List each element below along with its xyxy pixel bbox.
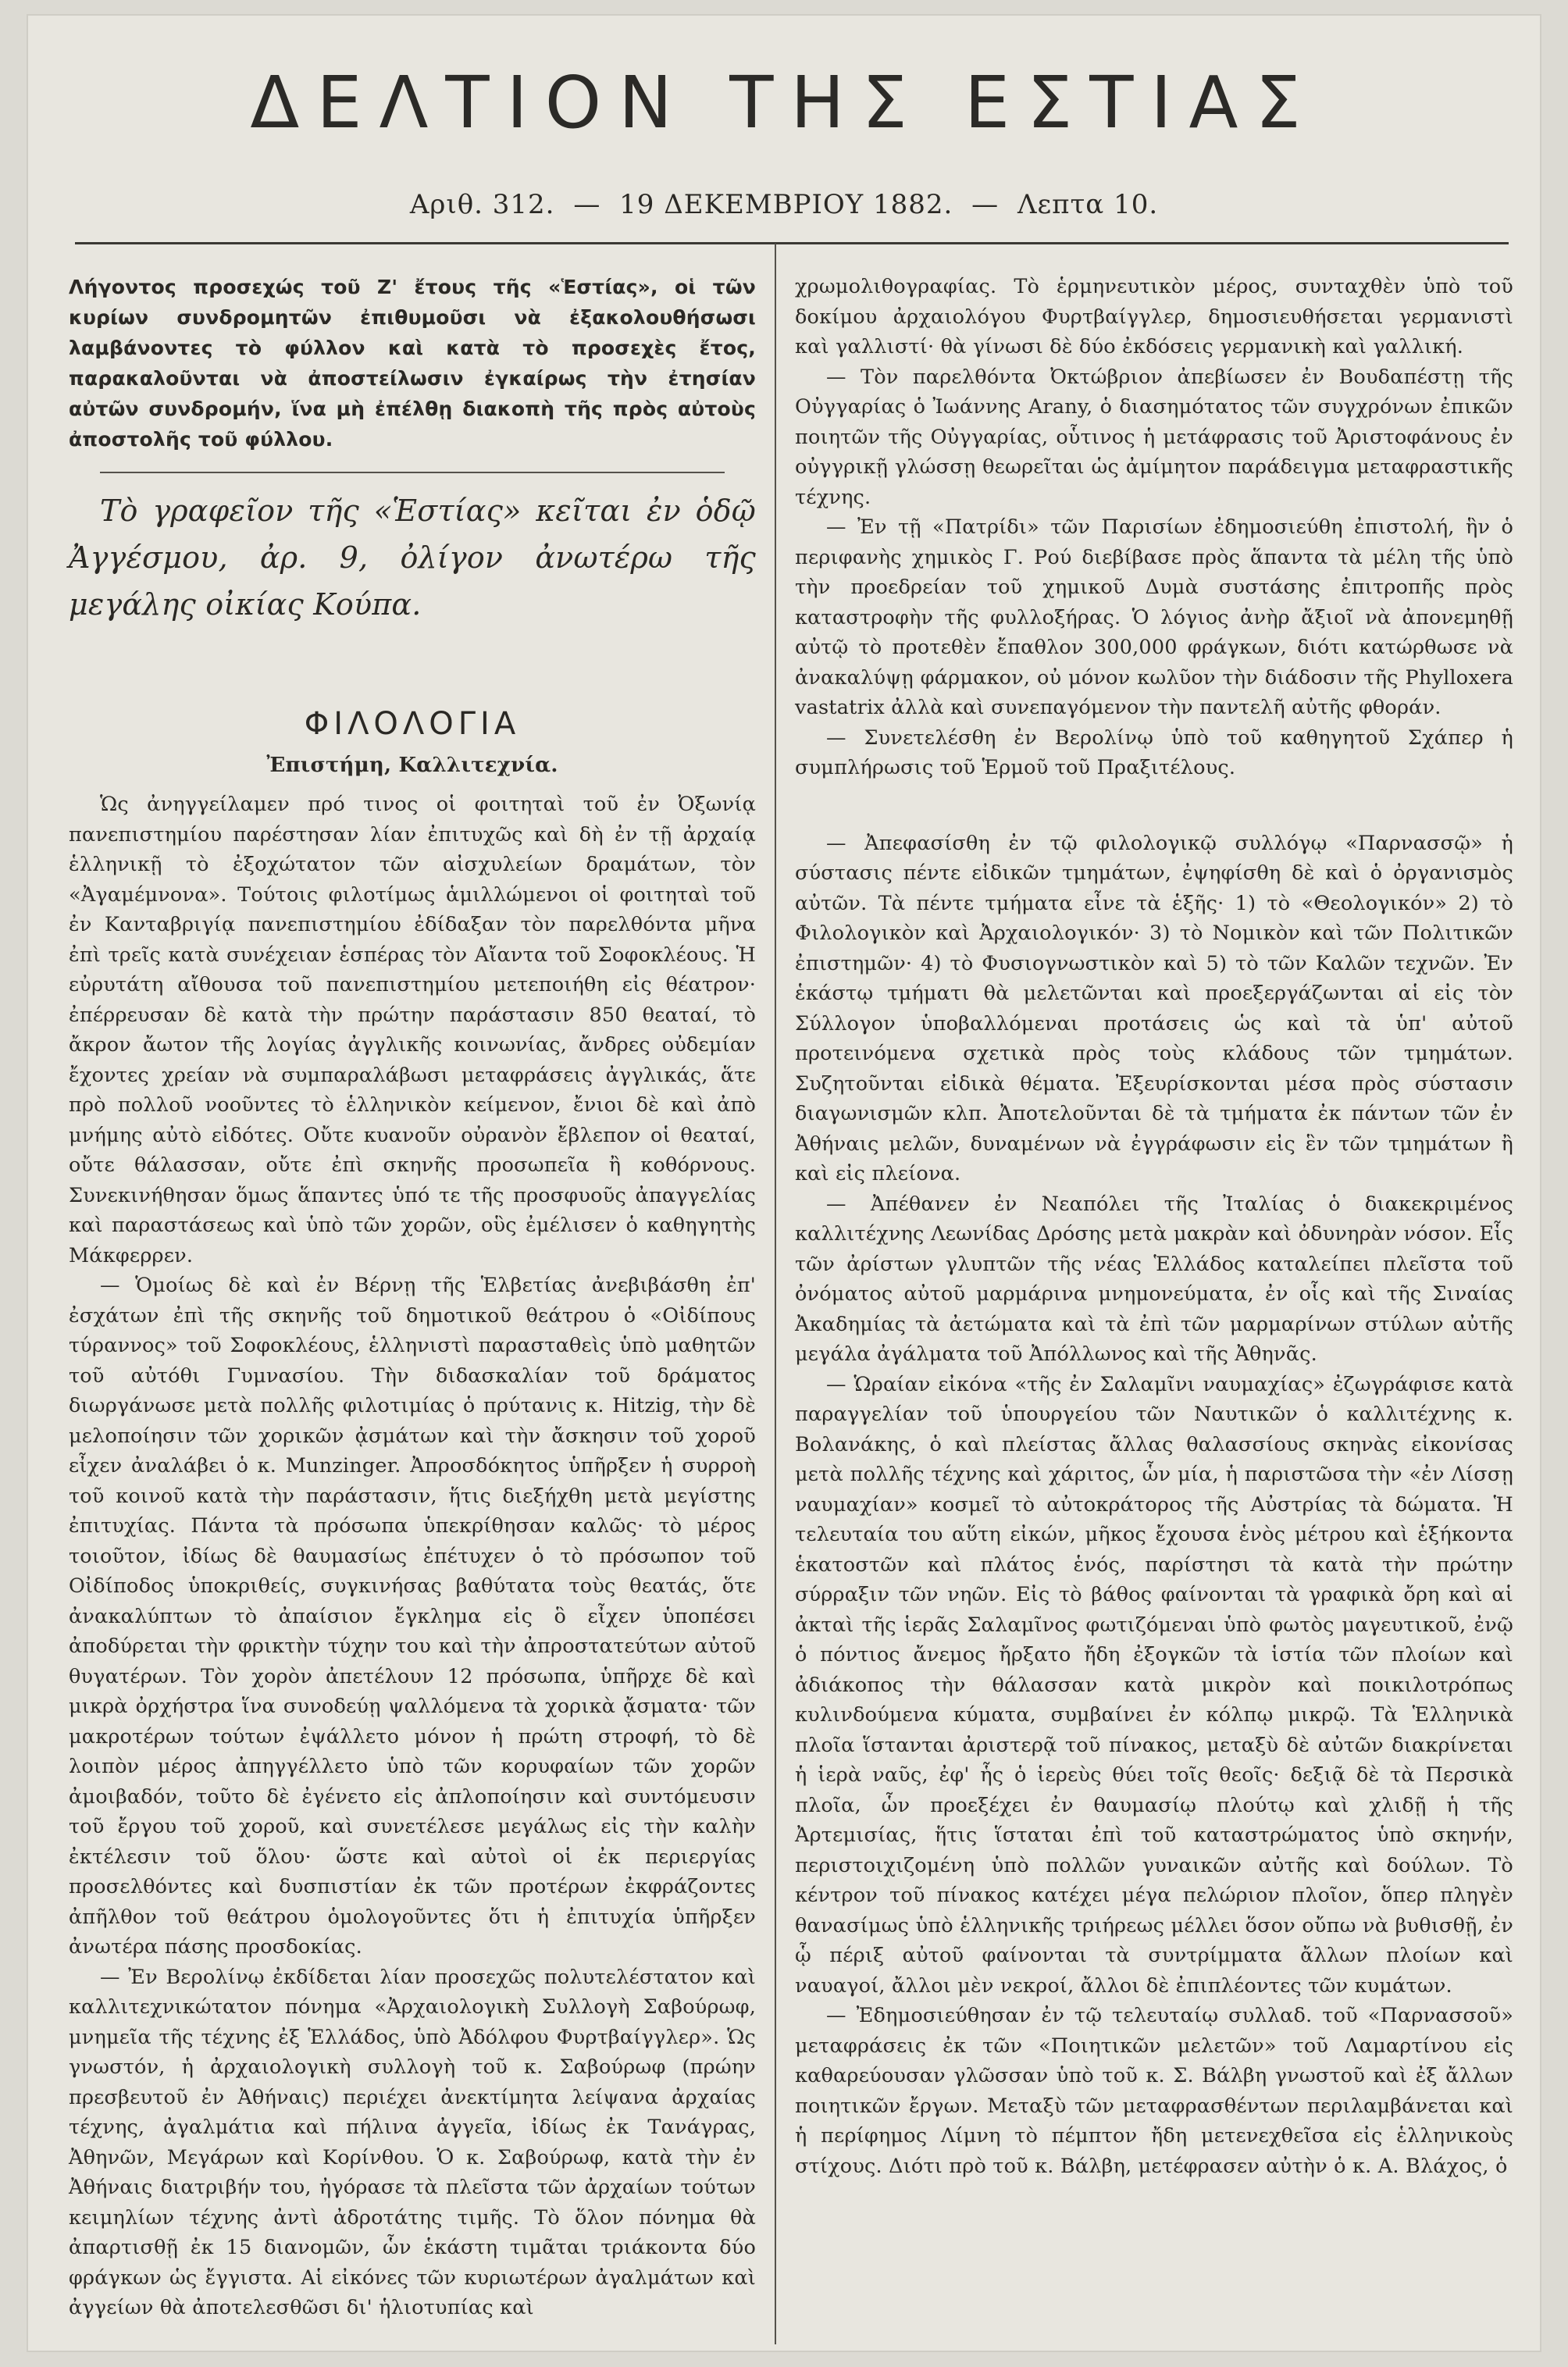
newspaper-page (28, 16, 1540, 2351)
article-paragraph: — Ὡραίαν εἰκόνα «τῆς ἐν Σαλαμῖνι ναυμαχίας» ἐζωγράφισε κατὰ παραγγελίαν τοῦ ὑπουργείου τῶν Ναυτικῶν ὁ καλλιτέχνης κ. Βολανάκης, ὁ καὶ πλείστας ἄλλας θαλασσίους σκηνὰς εἰκονίσας μετὰ πολλῆς τέχνης καὶ χάριτος, ὧν μία, ἡ παριστῶσα τὴν «ἐν Λίσσῃ ναυμαχίαν» κοσμεῖ τὸ αὐτοκράτορος τῆς Αὐστρίας τὰ δώματα. Ἡ τελευταία του αὕτη εἰκών, μῆκος ἔχουσα ἑνὸς μέτρου καὶ ἑξήκοντα ἑκατοστῶν καὶ πλάτος ἑνός, παρίστησι τὰ κατὰ τὴν πρώτην σύρραξιν τῶν νηῶν. Εἰς τὸ βάθος φαίνονται τὰ γραφικὰ ὄρη καὶ αἱ ἀκταὶ τῆς ἱερᾶς Σαλαμῖνος φωτιζόμεναι ὑπὸ φωτὸς μαγευτικοῦ, ἐνῷ ὁ πόντιος ἄνεμος ἤρξατο ἤδη ἐξογκῶν τὰ ἱστία τῶν πλοίων καὶ ἀδιάκοπος τὴν θάλασσαν κατὰ μικρὸν καὶ ποικιλοτρόπως κυλινδούμενα κύματα, συμβαίνει ἐν κόλπῳ μικρῷ. Τὰ Ἑλληνικὰ πλοῖα ἵστανται ἀριστερᾷ τοῦ πίνακος, μεταξὺ δὲ αὐτῶν διακρίνεται ἡ ἱερὰ ναῦς, ἐφ' ἧς ὁ ἱερεὺς θύει τοῖς θεοῖς· δεξιᾷ δὲ τὰ Περσικὰ πλοῖα, ὧν προεξέχει ἐν θαυμασίῳ πλούτῳ καὶ χλιδῇ ἡ τῆς Ἀρτεμισίας, ἥτις ἵσταται ἐπὶ τοῦ καταστρώματος ὑπὸ σκηνήν, περιστοιχιζομένη ὑπὸ πολλῶν γυναικῶν αὐτῆς καὶ δούλων. Τὸ κέντρον τοῦ πίνακος κατέχει μέγα πελώριον πλοῖον, ὅπερ πληγὲν θανασίμως ὑπὸ ἑλληνικῆς τριήρεως μέλλει ὅσον οὔπω νὰ βυθισθῇ, ἐν ᾧ πέριξ αὐτοῦ φαίνονται τὰ συντρίμματα ἄλλων πλοίων καὶ ναυαγοί, ἄλλοι μὲν νεκροί, ἄλλοι δὲ ἐπιπλέοντες τῶν κυμάτων. (795, 1372, 1513, 1998)
article-paragraph: — Συνετελέσθη ἐν Βερολίνῳ ὑπὸ τοῦ καθηγητοῦ Σχάπερ ἡ συμπλήρωσις τοῦ Ἑρμοῦ τοῦ Πραξιτέλους. (795, 725, 1513, 779)
masthead-title: ΔΕΛΤΙΟΝ ΤΗΣ ΕΣΤΙΑΣ (250, 61, 1318, 144)
section-subhead: Ἐπιστήμη, Καλλιτεχνία. (266, 753, 558, 777)
article-paragraph: — Ἀπέθανεν ἐν Νεαπόλει τῆς Ἰταλίας ὁ διακεκριμένος καλλιτέχνης Λεωνίδας Δρόσης μετὰ μακρὰν καὶ ὀδυνηρὰν νόσον. Εἷς τῶν ἀρίστων γλυπτῶν τῆς νέας Ἑλλάδος καταλείπει πλεῖστα τοῦ ὀνόματος αὐτοῦ μαρμάρινα μνημονεύματα, ἐν οἷς καὶ τῆς Σιναίας Ἀκαδημίας τὰ ἀετώματα καὶ τὰ ἐπὶ τῶν μαρμαρίνων στύλων αὐτῆς μεγάλα ἀγάλματα τοῦ Ἀπόλλωνος καὶ τῆς Ἀθηνᾶς. (795, 1192, 1513, 1366)
article-paragraph: — Ἀπεφασίσθη ἐν τῷ φιλολογικῷ συλλόγῳ «Παρνασσῷ» ἡ σύστασις πέντε εἰδικῶν τμημάτων, ἐψηφίσθη δὲ καὶ ὁ ὀργανισμὸς αὐτῶν. Τὰ πέντε τμήματα εἶνε τὰ ἑξῆς· 1) τὸ «Θεολογικόν» 2) τὸ Φιλολογικὸν καὶ Ἀρχαιολογικόν· 3) τὸ Νομικὸν καὶ τῶν Πολιτικῶν ἐπιστημῶν· 4) τὸ Φυσιογνωστικὸν καὶ 5) τὸ τῶν Καλῶν τεχνῶν. Ἐν ἑκάστῳ τμήματι θὰ μελετῶνται καὶ προεξεργάζωνται αἱ εἰς τὸν Σύλλογον ὑποβαλλόμεναι προτάσεις ὡς καὶ τὰ ὑπ' αὐτοῦ προτεινόμενα σχετικὰ πρὸς τοὺς κλάδους τῶν τμημάτων. Συζητοῦνται εἰδικὰ θέματα. Ἐξευρίσκονται μέσα πρὸς σύστασιν διαγωνισμῶν κλπ. Ἀποτελοῦνται δὲ τὰ τμήματα ἐκ πάντων τῶν ἐν Ἀθήναις μελῶν, δυναμένων νὰ ἐγγράφωσιν εἰς ἓν τῶν τμημάτων ἢ καὶ εἰς πλείονα. (795, 831, 1513, 1185)
issue-line (28, 189, 1540, 220)
issue-separator: — (573, 189, 601, 220)
article-paragraph: χρωμολιθογραφίας. Τὸ ἑρμηνευτικὸν μέρος, συνταχθὲν ὑπὸ τοῦ δοκίμου ἀρχαιολόγου Φυρτβαίγγλερ, δημοσιευθήσεται γερμανιστὶ καὶ γαλλιστί· θὰ γίνωσι δὲ δύο ἐκδόσεις γερμανικὴ καὶ γαλλική. (795, 275, 1513, 358)
article-paragraph: — Τὸν παρελθόντα Ὀκτώβριον ἀπεβίωσεν ἐν Βουδαπέστῃ τῆς Οὐγγαρίας ὁ Ἰωάννης Arany, ὁ διασημότατος τῶν συγχρόνων ἐπικῶν ποιητῶν τῆς Οὐγγαρίας, οὗτινος ἡ μετάφρασις τοῦ Ἀριστοφάνους ἐν οὐγγρικῇ γλώσσῃ θεωρεῖται ὡς ἀμίμητον παράδειγμα μεταφραστικῆς τέχνης. (795, 365, 1513, 509)
subscription-notice: Λήγοντος προσεχώς τοῦ Ζ' ἔτους τῆς «Ἑστίας», οἱ τῶν κυρίων συνδρομητῶν ἐπιθυμοῦσι νὰ ἐξακολουθήσωσι λαμβάνοντες τὸ φύλλον καὶ κατὰ τὸ προσεχὲς ἔτος, παρακαλοῦνται νὰ ἀποστείλωσιν ἐγκαίρως τὴν ἐτησίαν αὐτῶν συνδρομήν, ἵνα μὴ ἐπέλθῃ διακοπὴ τῆς πρὸς αὐτοὺς ἀποστολῆς τοῦ φύλλου. (69, 276, 756, 451)
right-column (795, 272, 1513, 2181)
issue-number: Αριθ. 312. (409, 189, 555, 220)
issue-separator: — (971, 189, 1000, 220)
article-paragraph: — Ἐν τῇ «Πατρίδι» τῶν Παρισίων ἐδημοσιεύθη ἐπιστολή, ἣν ὁ περιφανὴς χημικὸς Γ. Ρού διεβίβασε πρὸς ἅπαντα τὰ μέλη τῆς ὑπὸ τὴν προεδρείαν τοῦ χημικοῦ Δυμὰ συστάσης ἐπιτροπῆς πρὸς καταστροφὴν τῆς φυλλοξήρας. Ὁ λόγιος ἀνὴρ ἄξιοῖ νὰ ἀπονεμηθῇ αὐτῷ τὸ προτεθὲν ἔπαθλον 300,000 φράγκων, διότι κατώρθωσε νὰ ἀνακαλύψῃ φάρμακον, οὐ μόνον κωλῦον τὴν διάδοσιν τῆς Phylloxera vastatrix ἀλλὰ καὶ συνεπαγόμενον τὴν παντελῆ αὐτῆς φθοράν. (795, 515, 1513, 719)
issue-date: 19 ΔΕΚΕΜΒΡΙΟΥ 1882. (619, 189, 953, 220)
article-paragraph: Ὡς ἀνηγγείλαμεν πρό τινος οἱ φοιτηταὶ τοῦ ἐν Ὀξωνίᾳ πανεπιστημίου παρέστησαν λίαν ἐπιτυχῶς καὶ δὴ ἐν τῇ ἀρχαίᾳ ἑλληνικῇ τὸ ἐξοχώτατον τῶν αἰσχυλείων δραμάτων, τὸν «Ἀγαμέμνονα». Τούτοις φιλοτίμως ἁμιλλώμενοι οἱ φοιτηταὶ τοῦ ἐν Κανταβριγίᾳ πανεπιστημίου ἐδίδαξαν τὸν παρελθόντα μῆνα ἐπὶ τρεῖς κατὰ συνέχειαν ἑσπέρας τὸν Αἴαντα τοῦ Σοφοκλέους. Ἡ εὐρυτάτη αἴθουσα τοῦ πανεπιστημίου μετεποιήθη εἰς θέατρον· ἐπέρρευσαν δὲ κατὰ τὴν πρώτην παράστασιν 850 θεαταί, τὸ ἄκρον ἄωτον τῆς λογίας ἀγγλικῆς κοινωνίας, ἄνδρες οὐδεμίαν ἔχοντες χρείαν νὰ συμπαραλάβωσι μεταφράσεις ἀγγλικάς, ἅτε πρὸ πολλοῦ νοοῦντες τὸ ἑλληνικὸν κείμενον, ἔνιοι δὲ καὶ ἀπὸ μνήμης αὐτὸ εἰδότες. Οὔτε κυανοῦν οὐρανὸν ἔβλεπον οἱ θεαταί, οὔτε θάλασσαν, οὔτε ἐπὶ σκηνῆς προσωπεῖα ἢ κοθόρνους. Συνεκινήθησαν ὅμως ἅπαντες ὑπό τε τῆς προσφυοῦς ἀπαγγελίας καὶ παραστάσεως καὶ ὑπὸ τῶν χορῶν, οὓς ἐμέλισεν ὁ καθηγητὴς Μάκφερρεν. (69, 793, 756, 1267)
office-address: Τὸ γραφεῖον τῆς «Ἑστίας» κεῖται ἐν ὁδῷ Ἀγγέσμου, ἀρ. 9, ὀλίγον ἀνωτέρω τῆς μεγάλης οἰκίας Κούπα. (69, 494, 756, 622)
issue-price: Λεπτα 10. (1017, 189, 1159, 220)
column-divider (775, 244, 776, 2344)
section-title: ΦΙΛΟΛΟΓΙΑ (304, 706, 521, 742)
header-rule (75, 242, 1509, 244)
article-paragraph: — Ὁμοίως δὲ καὶ ἐν Βέρνῃ τῆς Ἑλβετίας ἀνεβιβάσθη ἐπ' ἐσχάτων ἐπὶ τῆς σκηνῆς τοῦ δημοτικοῦ θεάτρου ὁ «Οἰδίπους τύραννος» τοῦ Σοφοκλέους, ἑλληνιστὶ παρασταθεὶς ὑπὸ μαθητῶν τοῦ αὐτόθι Γυμνασίου. Τὴν διδασκαλίαν τοῦ δράματος διωργάνωσε μετὰ πολλῆς φιλοτιμίας ὁ πρύτανις κ. Hitzig, τὴν δὲ μελοποίησιν τῶν χορικῶν ᾀσμάτων καὶ τὴν ἄσκησιν τοῦ χοροῦ εἶχεν ἀναλάβει ὁ κ. Munzinger. Ἀπροσδόκητος ὑπῆρξεν ἡ συρροὴ τοῦ κοινοῦ κατὰ τὴν παράστασιν, ἥτις διεξήχθη μετὰ μεγίστης ἐπιτυχίας. Πάντα τὰ πρόσωπα ὑπεκρίθησαν καλῶς· τὸ μέρος τοιοῦτον, ἰδίως δὲ θαυμασίως ἐπέτυχεν ὁ τὸ πρόσωπον τοῦ Οἰδίποδος ὑποκριθείς, συγκινήσας βαθύτατα τοὺς θεατάς, ὅτε ἀνακαλύπτων τὸ ἀπαίσιον ἔγκλημα εἰς ὃ εἶχεν ὑποπέσει ἀποδύρεται τὴν φρικτὴν τύχην του καὶ τὴν ἀπροστατεύτων αὐτοῦ θυγατέρων. Τὸν χορὸν ἀπετέλουν 12 πρόσωπα, ὑπῆρχε δὲ καὶ μικρὰ ὀρχήστρα ἵνα συνοδεύῃ ψαλλόμενα τὰ χορικὰ ᾄσματα· τῶν μακροτέρων τούτων ἐψάλλετο μόνον ἡ πρώτη στροφή, τὸ δὲ λοιπὸν μέρος ἀπηγγέλλετο ὑπὸ τῶν κορυφαίων τῶν χορῶν ἀμοιβαδόν, τοῦτο δὲ ἐγένετο εἰς ἀπλοποίησιν καὶ συντόμευσιν τοῦ ἔργου τοῦ χοροῦ, καὶ συνετέλεσε μεγάλως εἰς τὴν καλὴν ἐκτέλεσιν τοῦ ὅλου· ὥστε καὶ αὐτοὶ οἱ ἐκ περιεργίας προσελθόντες καὶ δυσπιστίαν ἐκ τῶν προτέρων ἐκφράζοντες ἀπῆλθον τοῦ θεάτρου ὁμολογοῦντες ὅτι ἡ ἐπιτυχία ὑπῆρξεν ἀνωτέρα πάσης προσδοκίας. (69, 1274, 756, 1959)
notice-divider (100, 472, 725, 473)
article-paragraph: — Ἐν Βερολίνῳ ἐκδίδεται λίαν προσεχῶς πολυτελέστατον καὶ καλλιτεχνικώτατον πόνημα «Ἀρχαιολογικὴ Συλλογὴ Σαβούρωφ, μνημεῖα τῆς τέχνης ἐξ Ἑλλάδος, ὑπὸ Ἀδόλφου Φυρτβαίγγλερ». Ὡς γνωστόν, ἡ ἀρχαιολογικὴ συλλογὴ τοῦ κ. Σαβούρωφ (πρώην πρεσβευτοῦ ἐν Ἀθήναις) περιέχει ἀνεκτίμητα λείψανα ἀρχαίας τέχνης, ἀγαλμάτια καὶ πήλινα ἀγγεῖα, ἰδίως ἐκ Τανάγρας, Ἀθηνῶν, Μεγάρων καὶ Κορίνθου. Ὁ κ. Σαβούρωφ, κατὰ τὴν ἐν Ἀθήναις διατριβήν του, ἠγόρασε τὰ πλεῖστα τῶν ἀρχαίων τούτων κειμηλίων τέχνης ἀντὶ ἀδροτάτης τιμῆς. Τὸ ὅλον πόνημα θὰ ἀπαρτισθῇ ἐκ 15 διανομῶν, ὧν ἑκάστη τιμᾶται τριάκοντα δύο φράγκων ὡς ἔγγιστα. Αἱ εἰκόνες τῶν κυριωτέρων ἀγαλμάτων καὶ ἀγγείων θὰ ἀποτελεσθῶσι δι' ἡλιοτυπίας καὶ (69, 1965, 756, 2319)
article-paragraph: — Ἐδημοσιεύθησαν ἐν τῷ τελευταίῳ συλλαδ. τοῦ «Παρνασσοῦ» μεταφράσεις ἐκ τῶν «Ποιητικῶν μελετῶν» τοῦ Λαμαρτίνου εἰς καθαρεύουσαν γλῶσσαν ὑπὸ τοῦ κ. Σ. Βάλβη γνωστοῦ καὶ ἐξ ἄλλων ποιητικῶν ἔργων. Μεταξὺ τῶν μεταφρασθέντων περιλαμβάνεται καὶ ἡ περίφημος Λίμνη τὸ πέμπτον ἤδη μετενεχθεῖσα εἰς ἑλληνικοὺς στίχους. Διότι πρὸ τοῦ κ. Βάλβη, μετέφρασεν αὐτὴν ὁ κ. Α. Βλάχος, ὁ (795, 2004, 1513, 2178)
left-column (69, 272, 756, 2323)
